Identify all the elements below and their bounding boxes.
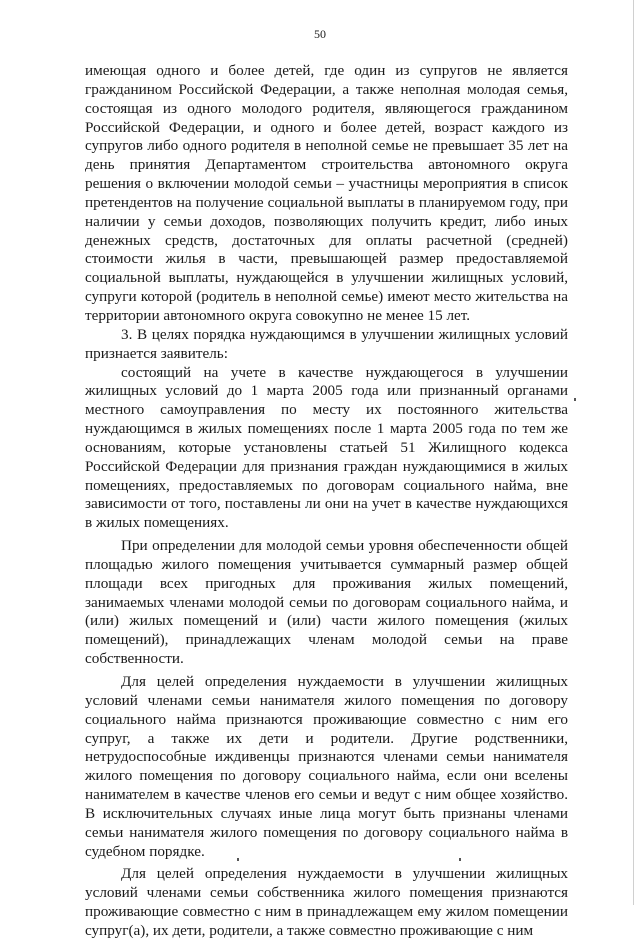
paragraph: Для целей определения нуждаемости в улучшении жилищных условий членами семьи нанимателя жилого помещения по договору социального найма признаются проживающие совместно с ним его супруг, а также их дети и родители. Другие родственники, нетрудоспособные иждивенцы признаются членами семьи нанимателя жилого помещения по договору социального найма, если они вселены нанимателем в качестве членов его семьи и ведут с ним общее хозяйство. В исключительных случаях иные лица могут быть признаны членами семьи нанимателя жилого помещения по договору социального найма в судебном порядке. xyxy=(85,673,568,860)
paragraph: имеющая одного и более детей, где один из супругов не является гражданином Российской Федерации, а также неполная молодая семья, состоящая из одного молодого родителя, являющегося гражданином Российской Федерации, и одного и более детей, возраст каждого из супругов либо одного родителя в неполной семье не превышает 35 лет на день принятия Департаментом строительства автономного округа решения о включении молодой семьи – участницы мероприятия в список претендентов на получение социальной выплаты в планируемом году, при наличии у семьи доходов, позволяющих получить кредит, либо иных денежных средств, достаточных для оплаты расчетной (средней) стоимости жилья в части, превышающей размер предоставляемой социальной выплаты, нуждающейся в улучшении жилищных условий, супруги которой (родитель в неполной семье) имеют место жительства на территории автономного округа совокупно не менее 15 лет. xyxy=(85,62,568,324)
document-body xyxy=(85,62,568,941)
paragraph: Для целей определения нуждаемости в улучшении жилищных условий членами семьи собственника жилого помещения признаются проживающие совместно с ним в принадлежащем ему жилом помещении супруг(а), их дети, родители, а также совместно проживающие с ним xyxy=(85,865,568,939)
paragraph: 3. В целях порядка нуждающимся в улучшении жилищных условий признается заявитель: xyxy=(85,325,568,362)
paragraph: состоящий на учете в качестве нуждающегося в улучшении жилищных условий до 1 марта 2005 года или признанный органами местного самоуправления по месту их постоянного жительства нуждающимся в жилых помещениях после 1 марта 2005 года по тем же основаниям, которые установлены статьей 51 Жилищного кодекса Российской Федерации для признания граждан нуждающимися в жилых помещениях, предоставляемых по договорам социального найма, вне зависимости от того, поставлены ли они на учет в качестве нуждающихся в жилых помещениях. xyxy=(85,363,568,532)
scan-speck xyxy=(574,398,576,401)
page-number: 50 xyxy=(314,27,326,41)
scan-edge-line xyxy=(633,0,634,905)
paragraph: При определении для молодой семьи уровня обеспеченности общей площадью жилого помещения учитывается суммарный размер общей площади всех пригодных для проживания жилых помещений, занимаемых членами молодой семьи по договорам социального найма, и (или) жилых помещений и (или) части жилого помещения (жилых помещений), принадлежащих членам молодой семьи на праве собственности. xyxy=(85,537,568,668)
